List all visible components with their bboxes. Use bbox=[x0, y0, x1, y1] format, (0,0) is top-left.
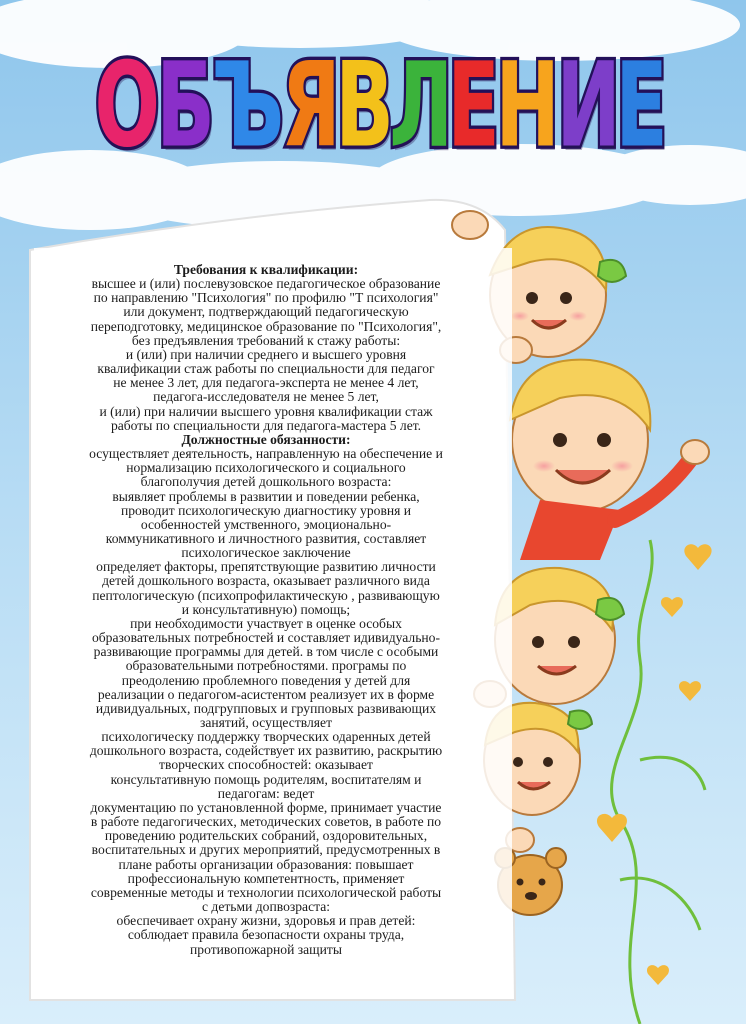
text-line: творческих способностей: оказывает bbox=[159, 757, 373, 773]
text-line: преодолению проблемного поведения у детей для bbox=[121, 672, 411, 688]
text-line: реализации о педагогом-асистентом реализует их в форме bbox=[97, 686, 435, 702]
text-line: психологическу поддержку творческих одаренных детей bbox=[101, 729, 431, 745]
text-line: коммуникативного и личностного развития, составляет bbox=[105, 530, 427, 546]
text-line: по направлению "Психология" по профилю "Т психология" bbox=[93, 290, 439, 306]
text-line: осуществляет деятельность, направленную на обеспечение и bbox=[89, 446, 443, 462]
text-line: идивидуальных, подгрупповых и групповых развивающих bbox=[95, 700, 437, 716]
text-line: обеспечивает охрану жизни, здоровья и прав детей: bbox=[116, 913, 416, 929]
text-line: или документ, подтверждающий педагогическую bbox=[123, 304, 409, 320]
text-line: консультативную помощь родителям, воспитателям и bbox=[110, 771, 422, 787]
text-line: педагога-исследователя не менее 5 лет, bbox=[153, 389, 379, 405]
text-line: благополучия детей дошкольного возраста: bbox=[140, 474, 392, 490]
text-line: квалификации стаж работы по специальности для педагог bbox=[97, 361, 435, 377]
section-heading: Требования к квалификации: bbox=[173, 262, 359, 277]
text-line: нормализацию психологического и социального bbox=[126, 460, 406, 476]
text-line: детей дошкольного возраста, оказывает различного вида bbox=[102, 573, 430, 589]
title-letter: Я bbox=[281, 36, 341, 174]
text-line: профессиональную компетентность, применяет bbox=[127, 870, 405, 886]
text-line: развивающие программы для детей. в том числе с особыми bbox=[93, 644, 439, 660]
section-heading: Должностные обязанности: bbox=[181, 431, 351, 447]
text-line: образовательных потребностей и составляет идивидуально- bbox=[91, 630, 441, 646]
text-line: в работе педагогических, методических советов, в работе по bbox=[90, 814, 442, 830]
title-letter: Н bbox=[494, 36, 560, 174]
text-line: при необходимости участвует в оценке особых bbox=[130, 615, 402, 631]
title-letter: Л bbox=[389, 36, 454, 174]
text-line: пептологическую (психопрофилактическую , развивающую bbox=[92, 587, 440, 603]
text-line: высшее и (или) послевузовское педагогическое образование bbox=[91, 276, 441, 292]
title-letter: И bbox=[555, 36, 621, 174]
text-line: педагогам: ведет bbox=[217, 785, 315, 801]
announcement-body bbox=[36, 263, 496, 957]
text-line: образовательными потребностями. програмы по bbox=[125, 658, 407, 674]
text-line: переподготовку, медицинское образование по "Психология", bbox=[90, 318, 442, 334]
text-line: определяет факторы, препятствующие развитию личности bbox=[96, 559, 436, 575]
text-line: противопожарной защиты bbox=[190, 941, 342, 957]
text-line: воспитательных и других мероприятий, предусмотренных в bbox=[91, 842, 441, 858]
title-letter: О bbox=[94, 36, 161, 174]
text-line: занятий, осуществляет bbox=[199, 715, 333, 730]
title-letter: Е bbox=[447, 36, 501, 174]
title-letter: Б bbox=[156, 36, 215, 174]
text-line: дошкольного возраста, содействует их развитию, раскрытию bbox=[89, 743, 443, 759]
text-line: и (или) при наличии среднего и высшего уровня bbox=[125, 346, 407, 362]
text-line: без предъявления требований к стажу работы: bbox=[131, 332, 401, 348]
text-line: выявляет проблемы в развитии и поведении ребенка, bbox=[112, 488, 420, 504]
text-line: с детьми допвозраста: bbox=[201, 899, 331, 915]
text-line: плане работы организации образования: повышает bbox=[118, 856, 414, 872]
text-line: соблюдает правила безопасности охраны труда, bbox=[127, 927, 405, 943]
text-line: проводит психологическую диагностику уровня и bbox=[120, 502, 412, 518]
text-line: особенностей умственного, эмоционально- bbox=[140, 516, 392, 532]
title-letter: Ъ bbox=[211, 36, 285, 174]
text-line: проведению родительских собраний, оздоровительных, bbox=[104, 828, 428, 844]
text-line: документацию по установленной форме, принимает участие bbox=[90, 799, 442, 815]
text-line: психологическое заключение bbox=[181, 545, 351, 561]
title-letter: Е bbox=[614, 36, 668, 174]
text-line: и консультативную) помощь; bbox=[181, 601, 351, 617]
text-line: современные методы и технологии психологической работы bbox=[90, 884, 442, 900]
title-letter: В bbox=[335, 36, 394, 174]
text-line: работы по специальности для педагога-мастера 5 лет. bbox=[110, 417, 422, 433]
text-line: не менее 3 лет, для педагога-эксперта не менее 4 лет, bbox=[113, 375, 419, 391]
text-line: и (или) при наличии высшего уровня квалификации стаж bbox=[99, 403, 433, 419]
page-title bbox=[40, 36, 720, 174]
